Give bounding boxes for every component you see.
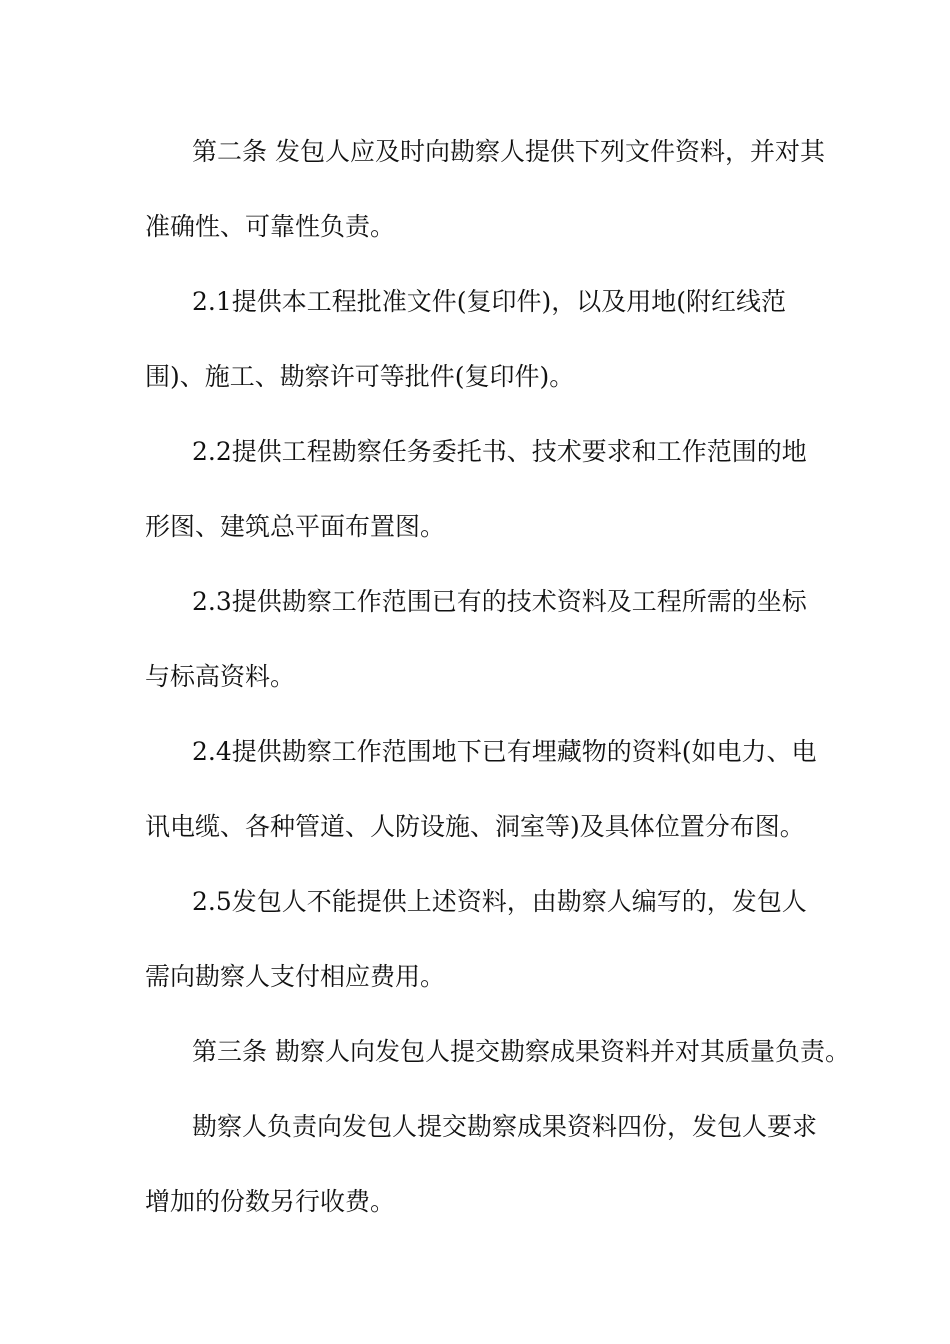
article-3-body-continuation: 增加的份数另行收费。 <box>145 1187 396 1216</box>
article-2-heading-line: 第二条 发包人应及时向勘察人提供下列文件资料，并对其 <box>192 137 825 166</box>
item-2-4-line: 2.4提供勘察工作范围地下已有埋藏物的资料(如电力、电 <box>192 737 817 766</box>
item-2-2-line: 2.2提供工程勘察任务委托书、技术要求和工作范围的地 <box>192 437 807 466</box>
item-2-1-line: 2.1提供本工程批准文件(复印件)，以及用地(附红线范 <box>192 287 787 316</box>
item-2-3-continuation: 与标高资料。 <box>145 662 296 691</box>
article-3-heading-line: 第三条 勘察人向发包人提交勘察成果资料并对其质量负责。 <box>192 1037 850 1066</box>
item-2-5-continuation: 需向勘察人支付相应费用。 <box>145 962 446 991</box>
item-2-2-continuation: 形图、建筑总平面布置图。 <box>145 512 446 541</box>
item-2-4-continuation: 讯电缆、各种管道、人防设施、洞室等)及具体位置分布图。 <box>145 812 805 841</box>
item-2-5-line: 2.5发包人不能提供上述资料，由勘察人编写的，发包人 <box>192 887 807 916</box>
article-3-body-line: 勘察人负责向发包人提交勘察成果资料四份，发包人要求 <box>192 1112 818 1141</box>
article-2-heading-continuation: 准确性、可靠性负责。 <box>145 212 396 241</box>
item-2-3-line: 2.3提供勘察工作范围已有的技术资料及工程所需的坐标 <box>192 587 807 616</box>
item-2-1-continuation: 围)、施工、勘察许可等批件(复印件)。 <box>145 362 575 391</box>
